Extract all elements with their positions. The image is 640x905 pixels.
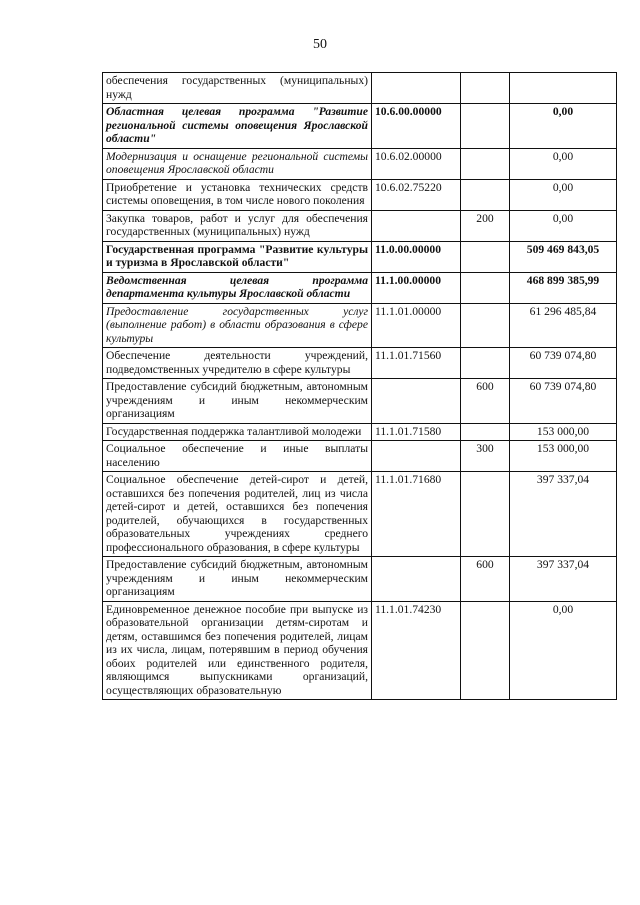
table-row: [103, 73, 617, 104]
row-code-cell: 11.1.00.00000: [372, 272, 461, 303]
row-code-cell: 11.1.01.71680: [372, 472, 461, 557]
row-expense-type-cell: [461, 148, 510, 179]
row-expense-type-cell: [461, 179, 510, 210]
table-row: [103, 472, 617, 557]
page-number: 50: [313, 37, 327, 52]
table-row: [103, 179, 617, 210]
table-row: [103, 379, 617, 424]
row-code-cell: [372, 73, 461, 104]
budget-table: [102, 72, 617, 700]
row-sum-cell: 397 337,04: [510, 472, 617, 557]
row-expense-type-cell: [461, 241, 510, 272]
row-name-cell: Приобретение и установка технических средств системы оповещения, в том числе нового поколения: [103, 179, 372, 210]
row-sum-cell: [510, 73, 617, 104]
table-row: [103, 272, 617, 303]
row-expense-type-cell: [461, 73, 510, 104]
table-row: [103, 423, 617, 441]
row-sum-cell: 0,00: [510, 210, 617, 241]
row-sum-cell: 0,00: [510, 104, 617, 149]
row-sum-cell: 60 739 074,80: [510, 348, 617, 379]
table-row: [103, 601, 617, 700]
table-row: [103, 441, 617, 472]
row-sum-cell: 0,00: [510, 148, 617, 179]
row-name-cell: Закупка товаров, работ и услуг для обеспечения государственных (муниципальных) нужд: [103, 210, 372, 241]
row-name-cell: Социальное обеспечение детей-сирот и детей, оставшихся без попечения родителей, лиц из числа детей-сирот и детей, оставшихся без попечения родителей, обучающихся в государственных образовательных учреждениях среднего профессионального образования, в сфере культуры: [103, 472, 372, 557]
row-name-cell: Предоставление субсидий бюджетным, автономным учреждениям и иным некоммерческим организациям: [103, 557, 372, 602]
table-row: [103, 210, 617, 241]
row-sum-cell: 397 337,04: [510, 557, 617, 602]
row-sum-cell: 468 899 385,99: [510, 272, 617, 303]
row-name-cell: Обеспечение деятельности учреждений, подведомственных учредителю в сфере культуры: [103, 348, 372, 379]
row-name-cell: Социальное обеспечение и иные выплаты населению: [103, 441, 372, 472]
row-code-cell: 10.6.00.00000: [372, 104, 461, 149]
row-sum-cell: 0,00: [510, 601, 617, 700]
table-row: [103, 303, 617, 348]
row-code-cell: 11.1.01.71580: [372, 423, 461, 441]
row-name-cell: Ведомственная целевая программа департамента культуры Ярославской области: [103, 272, 372, 303]
row-code-cell: [372, 441, 461, 472]
row-expense-type-cell: 200: [461, 210, 510, 241]
row-expense-type-cell: [461, 272, 510, 303]
row-name-cell: обеспечения государственных (муниципальных) нужд: [103, 73, 372, 104]
row-code-cell: 11.1.01.71560: [372, 348, 461, 379]
row-code-cell: 11.1.01.74230: [372, 601, 461, 700]
row-name-cell: Единовременное денежное пособие при выпуске из образовательной организации детям-сиротам и детям, оставшимся без попечения родителей, лицам из их числа, лицам, потерявшим в период обучения обоих родителей или единственного родителя, являющимся выпускниками организаций, осуществляющих образовательную: [103, 601, 372, 700]
row-expense-type-cell: [461, 104, 510, 149]
row-code-cell: 11.1.01.00000: [372, 303, 461, 348]
row-code-cell: [372, 379, 461, 424]
row-code-cell: [372, 557, 461, 602]
table-row: [103, 241, 617, 272]
row-name-cell: Государственная поддержка талантливой молодежи: [103, 423, 372, 441]
row-sum-cell: 61 296 485,84: [510, 303, 617, 348]
row-name-cell: Государственная программа "Развитие культуры и туризма в Ярославской области": [103, 241, 372, 272]
row-sum-cell: 153 000,00: [510, 423, 617, 441]
row-sum-cell: 153 000,00: [510, 441, 617, 472]
row-expense-type-cell: [461, 303, 510, 348]
row-name-cell: Модернизация и оснащение региональной системы оповещения Ярославской области: [103, 148, 372, 179]
row-name-cell: Предоставление государственных услуг (выполнение работ) в области образования в сфере культуры: [103, 303, 372, 348]
row-sum-cell: 60 739 074,80: [510, 379, 617, 424]
row-code-cell: [372, 210, 461, 241]
row-sum-cell: 509 469 843,05: [510, 241, 617, 272]
budget-table-body: [103, 73, 617, 700]
table-row: [103, 348, 617, 379]
row-expense-type-cell: [461, 601, 510, 700]
row-name-cell: Областная целевая программа "Развитие региональной системы оповещения Ярославской области": [103, 104, 372, 149]
row-expense-type-cell: [461, 472, 510, 557]
row-code-cell: 11.0.00.00000: [372, 241, 461, 272]
row-code-cell: 10.6.02.75220: [372, 179, 461, 210]
row-expense-type-cell: 600: [461, 557, 510, 602]
row-expense-type-cell: [461, 423, 510, 441]
row-expense-type-cell: [461, 348, 510, 379]
table-row: [103, 104, 617, 149]
row-code-cell: 10.6.02.00000: [372, 148, 461, 179]
row-name-cell: Предоставление субсидий бюджетным, автономным учреждениям и иным некоммерческим организациям: [103, 379, 372, 424]
row-expense-type-cell: 300: [461, 441, 510, 472]
row-expense-type-cell: 600: [461, 379, 510, 424]
table-row: [103, 148, 617, 179]
table-row: [103, 557, 617, 602]
row-sum-cell: 0,00: [510, 179, 617, 210]
